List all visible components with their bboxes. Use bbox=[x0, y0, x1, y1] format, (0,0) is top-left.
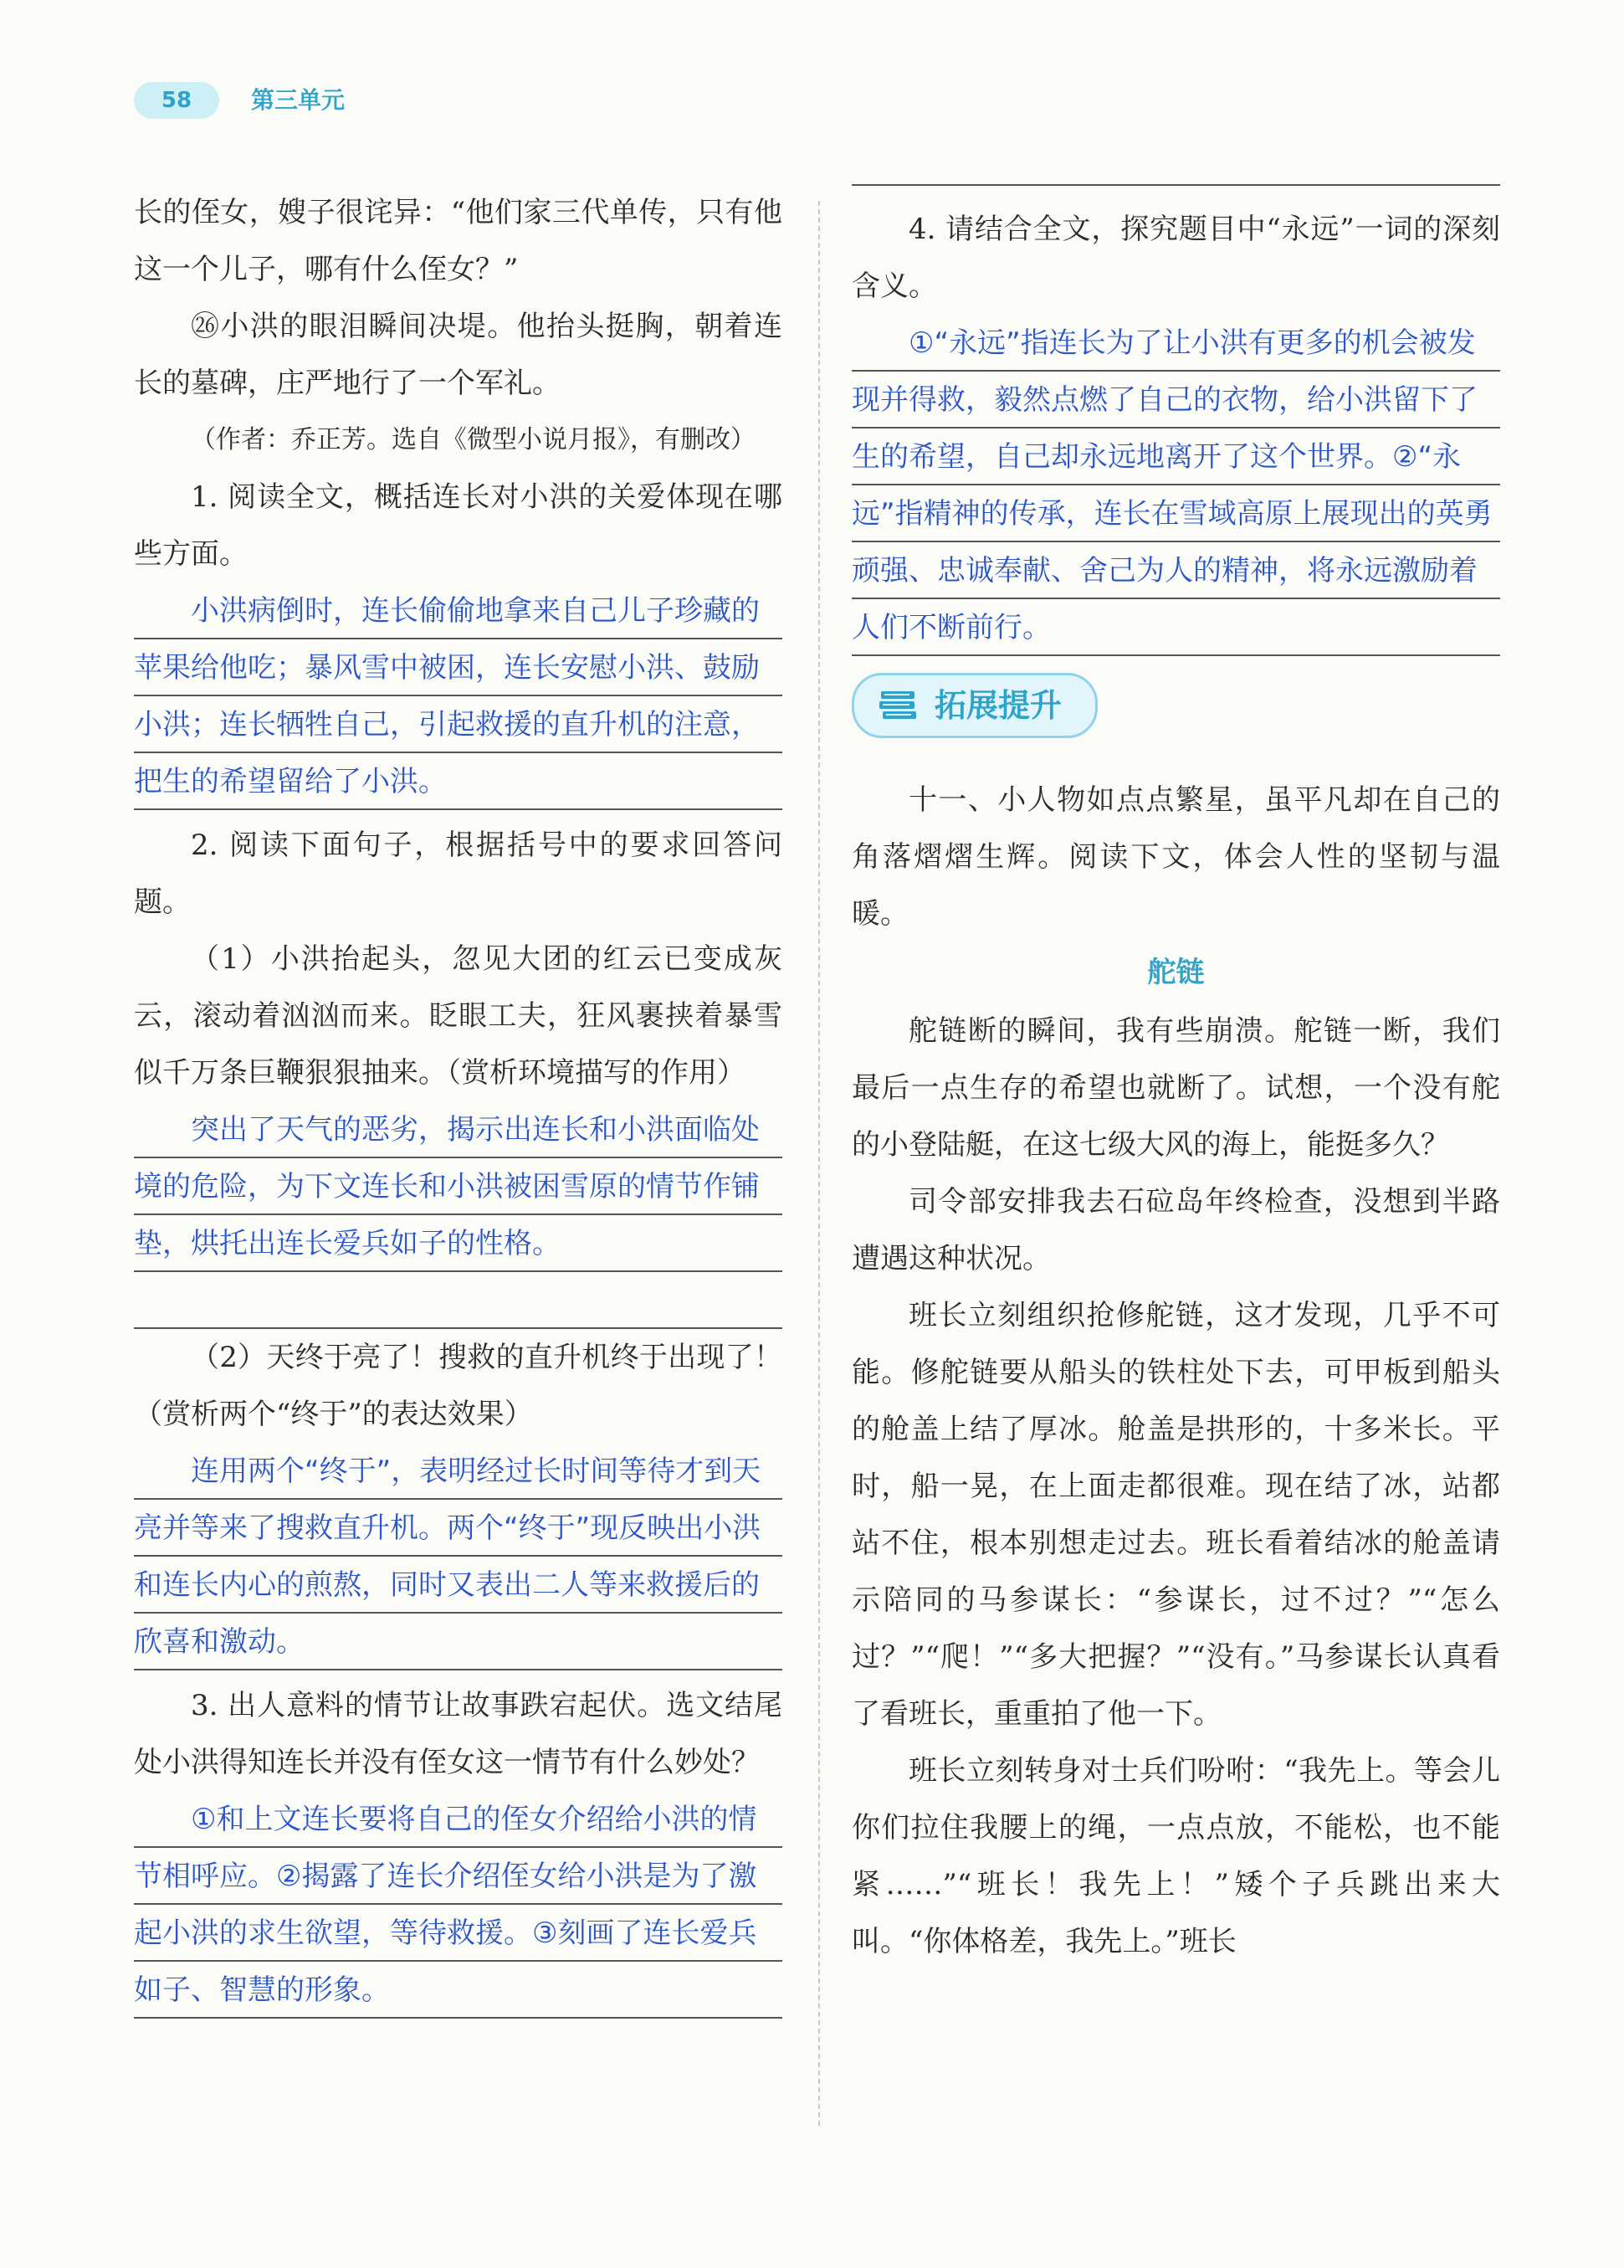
story-paragraph-2: 司令部安排我去石砬岛年终检查，没想到半路遭遇这种状况。 bbox=[852, 1185, 1500, 1275]
section-intro: 十一、小人物如点点繁星，虽平凡却在自己的角落熠熠生辉。阅读下文，体会人性的坚韧与温暖。 bbox=[852, 783, 1500, 931]
section-badge bbox=[852, 673, 1098, 738]
question-1: 1. 阅读全文，概括连长对小洪的关爱体现在哪些方面。 bbox=[134, 480, 782, 571]
page-number: 58 bbox=[134, 82, 219, 119]
story-paragraph-1: 舵链断的瞬间，我有些崩溃。舵链一断，我们最后一点生存的希望也就断了。试想，一个没有舵的小登陆艇，在这七级大风的海上，能挺多久？ bbox=[852, 1014, 1500, 1162]
left-column bbox=[134, 184, 782, 2019]
blank-answer-line bbox=[134, 1272, 782, 1329]
column-divider bbox=[818, 201, 820, 2126]
unit-title: 第三单元 bbox=[251, 86, 346, 114]
answer-1: 小洪病倒时，连长偷偷地拿来自己儿子珍藏的苹果给他吃；暴风雪中被困，连长安慰小洪、鼓励小洪；连长牺牲自己，引起救援的直升机的注意，把生的希望留给了小洪。 bbox=[134, 582, 782, 810]
story-title: 舵链 bbox=[1147, 956, 1205, 989]
books-icon bbox=[878, 688, 918, 721]
section-badge-label: 拓展提升 bbox=[935, 687, 1063, 724]
question-3: 3. 出人意料的情节让故事跌宕起伏。选文结尾处小洪得知连长并没有侄女这一情节有什么妙处？ bbox=[134, 1689, 782, 1779]
story-tail-paragraph: 长的侄女，嫂子很诧异：“他们家三代单传，只有他这一个儿子，哪有什么侄女？” bbox=[134, 196, 782, 286]
answer-4: ①“永远”指连长为了让小洪有更多的机会被发现并得救，毅然点燃了自己的衣物，给小洪留下了生的希望，自己却永远地离开了这个世界。②“永远”指精神的传承，连长在雪域高原上展现出的英勇顽强、忠诚奉献、舍己为人的精神，将永远激励着人们不断前行。 bbox=[852, 315, 1500, 656]
question-2-1: （1）小洪抬起头，忽见大团的红云已变成灰云，滚动着汹汹而来。眨眼工夫，狂风裹挟着暴雪似千万条巨鞭狠狠抽来。（赏析环境描写的作用） bbox=[134, 942, 782, 1090]
answer-3: ①和上文连长要将自己的侄女介绍给小洪的情节相呼应。②揭露了连长介绍侄女给小洪是为了激起小洪的求生欲望，等待救援。③刻画了连长爱兵如子、智慧的形象。 bbox=[134, 1791, 782, 2019]
answer-2-1: 突出了天气的恶劣，揭示出连长和小洪面临处境的危险，为下文连长和小洪被困雪原的情节作铺垫，烘托出连长爱兵如子的性格。 bbox=[134, 1101, 782, 1272]
source-note: （作者：乔正芳。选自《微型小说月报》，有删改） bbox=[191, 425, 756, 454]
right-column bbox=[852, 184, 1500, 1970]
question-2-2: （2）天终于亮了！搜救的直升机终于出现了！（赏析两个“终于”的表达效果） bbox=[134, 1341, 782, 1431]
story-paragraph-26: ㉖小洪的眼泪瞬间决堤。他抬头挺胸，朝着连长的墓碑，庄严地行了一个军礼。 bbox=[134, 310, 782, 400]
question-2: 2. 阅读下面句子，根据括号中的要求回答问题。 bbox=[134, 829, 782, 919]
question-4: 4. 请结合全文，探究题目中“永远”一词的深刻含义。 bbox=[852, 213, 1500, 303]
story-paragraph-3: 班长立刻组织抢修舵链，这才发现，几乎不可能。修舵链要从船头的铁柱处下去，可甲板到船头的舱盖上结了厚冰。舱盖是拱形的，十多米长。平时，船一晃，在上面走都很难。现在结了冰，站都站不住，根本别想走过去。班长看着结冰的舱盖请示陪同的马参谋长：“参谋长，过不过？”“怎么过？”“爬！”“多大把握？”“没有。”马参谋长认真看了看班长，重重拍了他一下。 bbox=[852, 1299, 1500, 1731]
answer-2-2: 连用两个“终于”，表明经过长时间等待才到天亮并等来了搜救直升机。两个“终于”现反映出小洪和连长内心的煎熬，同时又表出二人等来救援后的欣喜和激动。 bbox=[134, 1443, 782, 1670]
story-paragraph-4: 班长立刻转身对士兵们吩咐：“我先上。等会儿你们拉住我腰上的绳，一点点放，不能松，也不能紧……”“班长！我先上！”矮个子兵跳出来大叫。“你体格差，我先上。”班长 bbox=[852, 1754, 1500, 1958]
